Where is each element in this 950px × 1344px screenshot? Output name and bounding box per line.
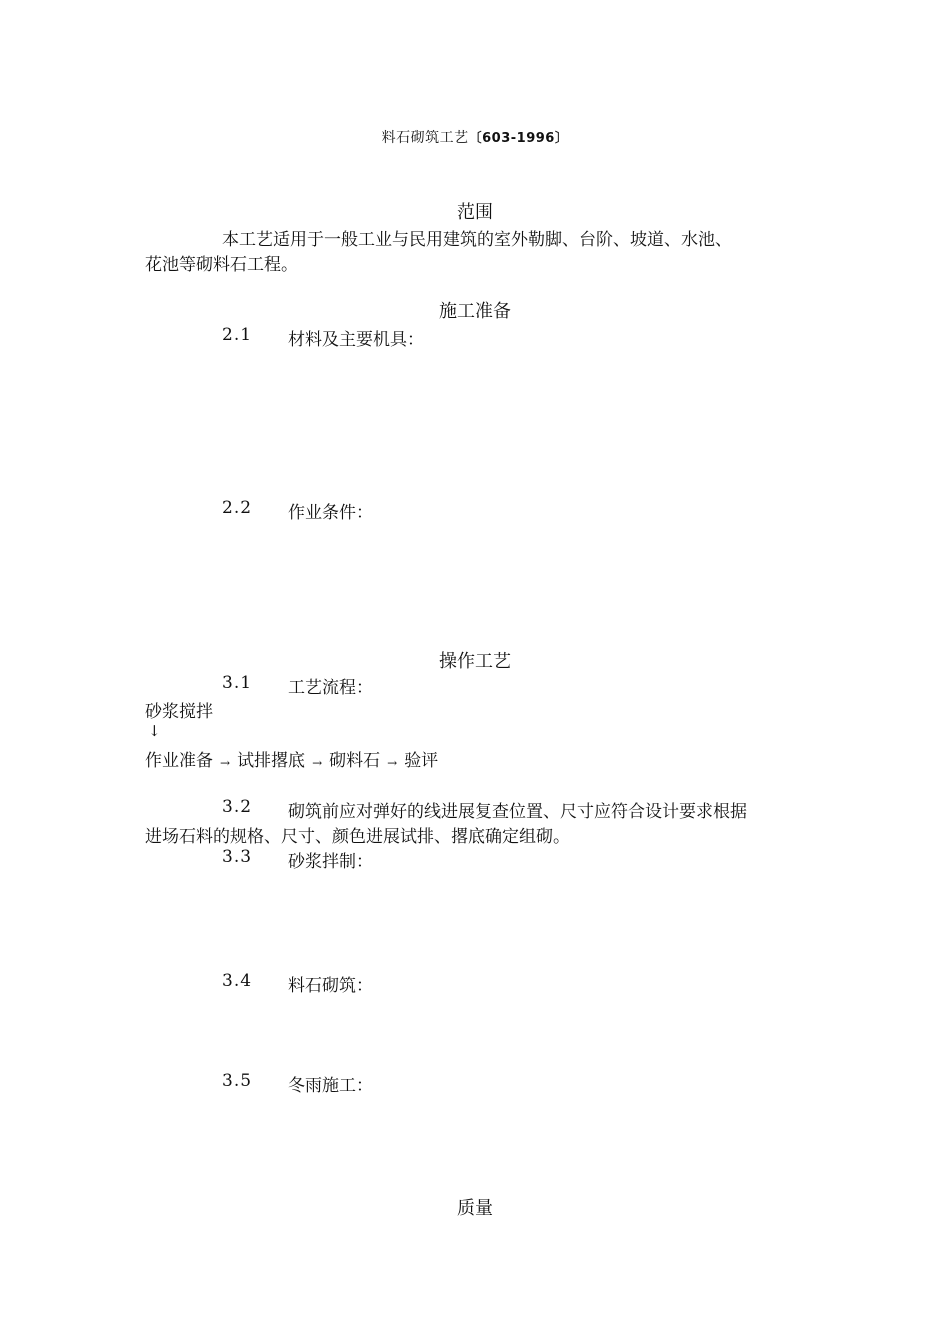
document-title [0, 127, 950, 147]
title-code: 〔603-1996〕 [468, 131, 569, 146]
flow-steps-row [145, 746, 438, 771]
flow-step-mortar-mixing: 砂浆搅拌 [145, 702, 213, 722]
item-number-3-3: 3.3 [222, 847, 253, 867]
flow-right-arrow-icon: → [387, 756, 398, 770]
section-heading-quality: 质量 [457, 1198, 493, 1219]
title-text: 料石砌筑工艺 [381, 130, 469, 146]
flow-step: 作业准备 [145, 751, 213, 771]
item-label-work-conditions: 作业条件： [288, 503, 373, 523]
item-number-3-5: 3.5 [222, 1071, 253, 1091]
item-number-3-4: 3.4 [222, 971, 253, 991]
item-label-mortar-mixing: 砂浆拌制： [288, 852, 373, 872]
item-label-winter-rain-construction: 冬雨施工： [288, 1076, 373, 1096]
flow-right-arrow-icon: → [220, 756, 231, 770]
item-number-3-2: 3.2 [222, 797, 253, 817]
flow-step: 砌料石 [329, 751, 381, 771]
scope-paragraph-line2: 花池等砌料石工程。 [145, 255, 298, 275]
item-number-2-2: 2.2 [222, 498, 253, 518]
item-3-2-line1: 砌筑前应对弹好的线进展复查位置、尺寸应符合设计要求根据 [288, 802, 747, 822]
item-number-2-1: 2.1 [222, 325, 253, 345]
flow-right-arrow-icon: → [312, 756, 323, 770]
item-number-3-1: 3.1 [222, 673, 253, 693]
section-heading-scope: 范围 [457, 202, 493, 223]
section-heading-process: 操作工艺 [439, 651, 511, 672]
item-label-process-flow: 工艺流程： [288, 678, 373, 698]
section-heading-preparation: 施工准备 [439, 301, 511, 322]
flow-step: 试排撂底 [237, 751, 306, 771]
flow-step: 验评 [404, 751, 439, 771]
item-3-2-line2: 进场石料的规格、尺寸、颜色进展试排、撂底确定组砌。 [145, 827, 570, 847]
item-label-materials: 材料及主要机具： [288, 330, 424, 350]
scope-paragraph-line1: 本工艺适用于一般工业与民用建筑的室外勒脚、台阶、坡道、水池、 [222, 230, 732, 250]
flow-down-arrow-icon: ↓ [148, 722, 161, 740]
item-label-stone-masonry: 料石砌筑： [288, 976, 373, 996]
